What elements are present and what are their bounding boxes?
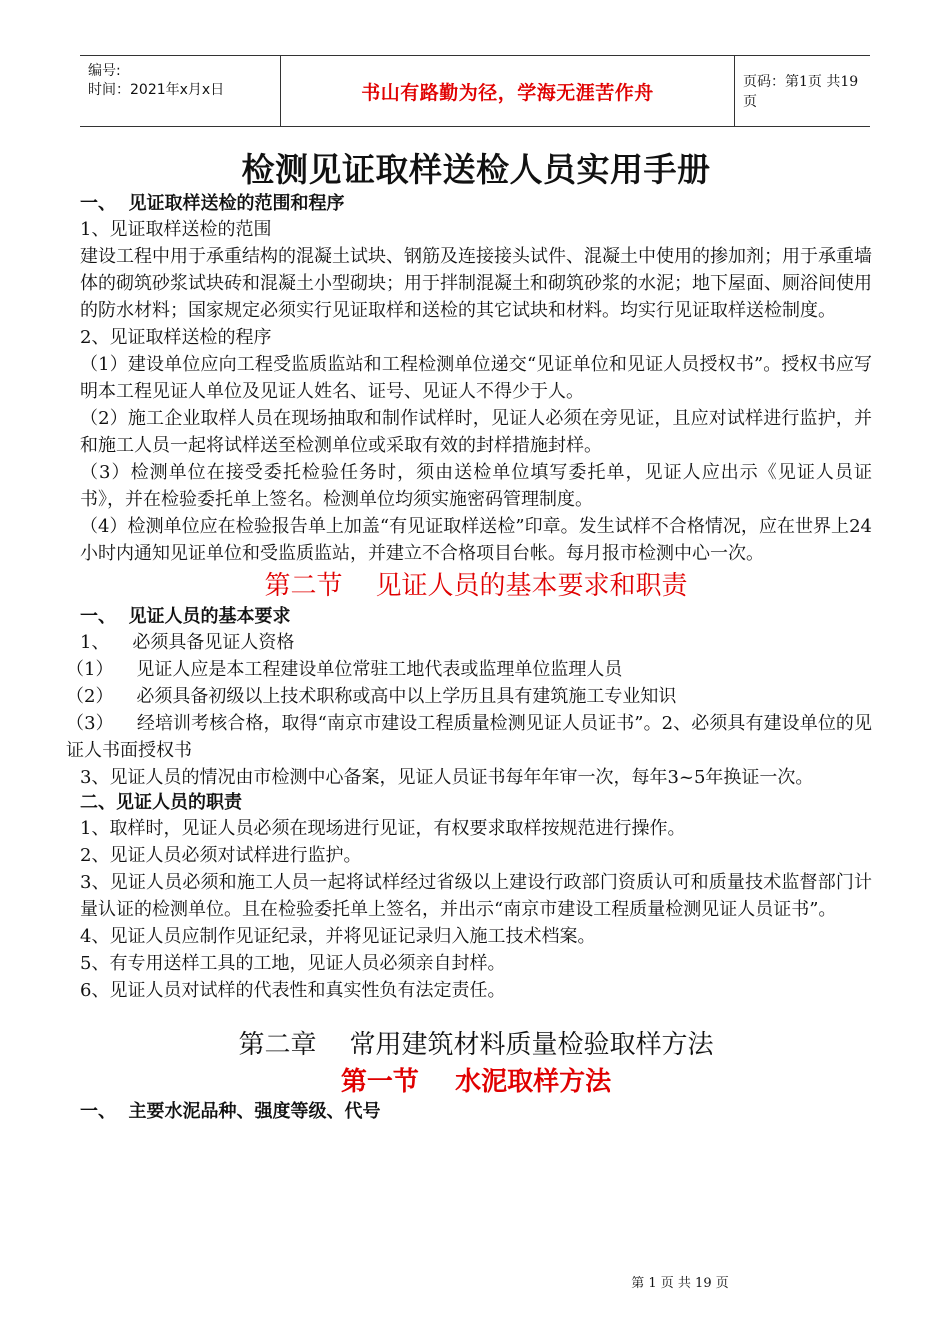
header-motto-cell [280, 56, 735, 126]
section-2-item-2: （1） 见证人应是本工程建设单位常驻工地代表或监理单位监理人员 [66, 659, 623, 680]
section-1-paragraph-3: （2）施工企业取样人员在现场抽取和制作试样时，见证人必须在旁见证，且应对试样进行监护，并和施工人员一起将试样送至检测单位或采取有效的封样措施封样。 [80, 408, 872, 456]
header-motto: 书山有路勤为径，学海无涯苦作舟 [361, 81, 654, 104]
page-header [80, 55, 870, 127]
section-2-duty-3: 3、见证人员必须和施工人员一起将试样经过省级以上建设行政部门资质认可和质量技术监督部门计量认证的检测单位。且在检验委托单上签名，并出示“南京市建设工程质量检测见证人员证书”。 [80, 872, 872, 920]
document-title: 检测见证取样送检人员实用手册 [241, 150, 711, 189]
header-meta [80, 56, 280, 126]
section-2-duty-5: 5、有专用送样工具的工地，见证人员必须亲自封样。 [80, 953, 506, 974]
section-2-sub-2: 二、见证人员的职责 [80, 792, 242, 813]
section-2-sub-1: 一、 见证人员的基本要求 [80, 606, 291, 627]
document-number: 编号: [88, 63, 121, 79]
section-2-duty-4: 4、见证人员应制作见证纪录，并将见证记录归入施工技术档案。 [80, 926, 596, 947]
chapter-heading: 第二章 常用建筑材料质量检验取样方法 [238, 1030, 714, 1060]
document-body [66, 148, 872, 1124]
section-2-item-3: （2） 必须具备初级以上技术职称或高中以上学历且具有建筑施工专业知识 [66, 686, 677, 707]
section-1-paragraph-5: （4）检测单位应在检验报告单上加盖“有见证取样送检”印章。发生试样不合格情况，应在世界上24小时内通知见证单位和受监质监站，并建立不合格项目台帐。每月报市检测中心一次。 [80, 516, 872, 564]
section-2-item-1: 1、 必须具备见证人资格 [80, 632, 295, 653]
section-1-heading: 一、 见证取样送检的范围和程序 [80, 193, 345, 214]
section-3-sub-1: 一、 主要水泥品种、强度等级、代号 [80, 1101, 381, 1122]
section-2-heading: 第二节 见证人员的基本要求和职责 [264, 571, 688, 601]
header-page-info: 页码：第1页 共19页 [743, 74, 859, 110]
section-2-item-5: 3、见证人员的情况由市检测中心备案，见证人员证书每年年审一次，每年3~5年换证一次。 [80, 767, 814, 788]
section-1-paragraph-1: 建设工程中用于承重结构的混凝土试块、钢筋及连接接头试件、混凝土中使用的掺加剂；用于承重墙体的砌筑砂浆试块砖和混凝土小型砌块；用于拌制混凝土和砌筑砂浆的水泥；地下屋面、厕浴间使用的防水材料；国家规定必须实行见证取样和送检的其它试块和材料。均实行见证取样送检制度。 [80, 246, 872, 321]
document-time: 时间：2021年x月x日 [88, 82, 225, 98]
section-2-duty-6: 6、见证人员对试样的代表性和真实性负有法定责任。 [80, 980, 506, 1001]
section-1-sub-1: 1、见证取样送检的范围 [80, 219, 272, 240]
section-2-duty-2: 2、见证人员必须对试样进行监护。 [80, 845, 362, 866]
page-footer: 第 1 页 共 19 页 [631, 1276, 729, 1291]
section-1-paragraph-2: （1）建设单位应向工程受监质监站和工程检测单位递交“见证单位和见证人员授权书”。授权书应写明本工程见证人单位及见证人姓名、证号、见证人不得少于人。 [80, 354, 872, 402]
spacer [80, 1004, 872, 1026]
section-1-sub-2: 2、见证取样送检的程序 [80, 327, 272, 348]
section-2-duty-1: 1、取样时，见证人员必须在现场进行见证，有权要求取样按规范进行操作。 [80, 818, 686, 839]
section-3-heading: 第一节 水泥取样方法 [340, 1067, 612, 1097]
section-2-item-4: （3） 经培训考核合格，取得“南京市建设工程质量检测见证人员证书”。2、必须具有建设单位的见证人书面授权书 [66, 713, 872, 761]
section-1-paragraph-4: （3）检测单位在接受委托检验任务时，须由送检单位填写委托单，见证人应出示《见证人员证书》，并在检验委托单上签名。检测单位均须实施密码管理制度。 [80, 462, 872, 510]
